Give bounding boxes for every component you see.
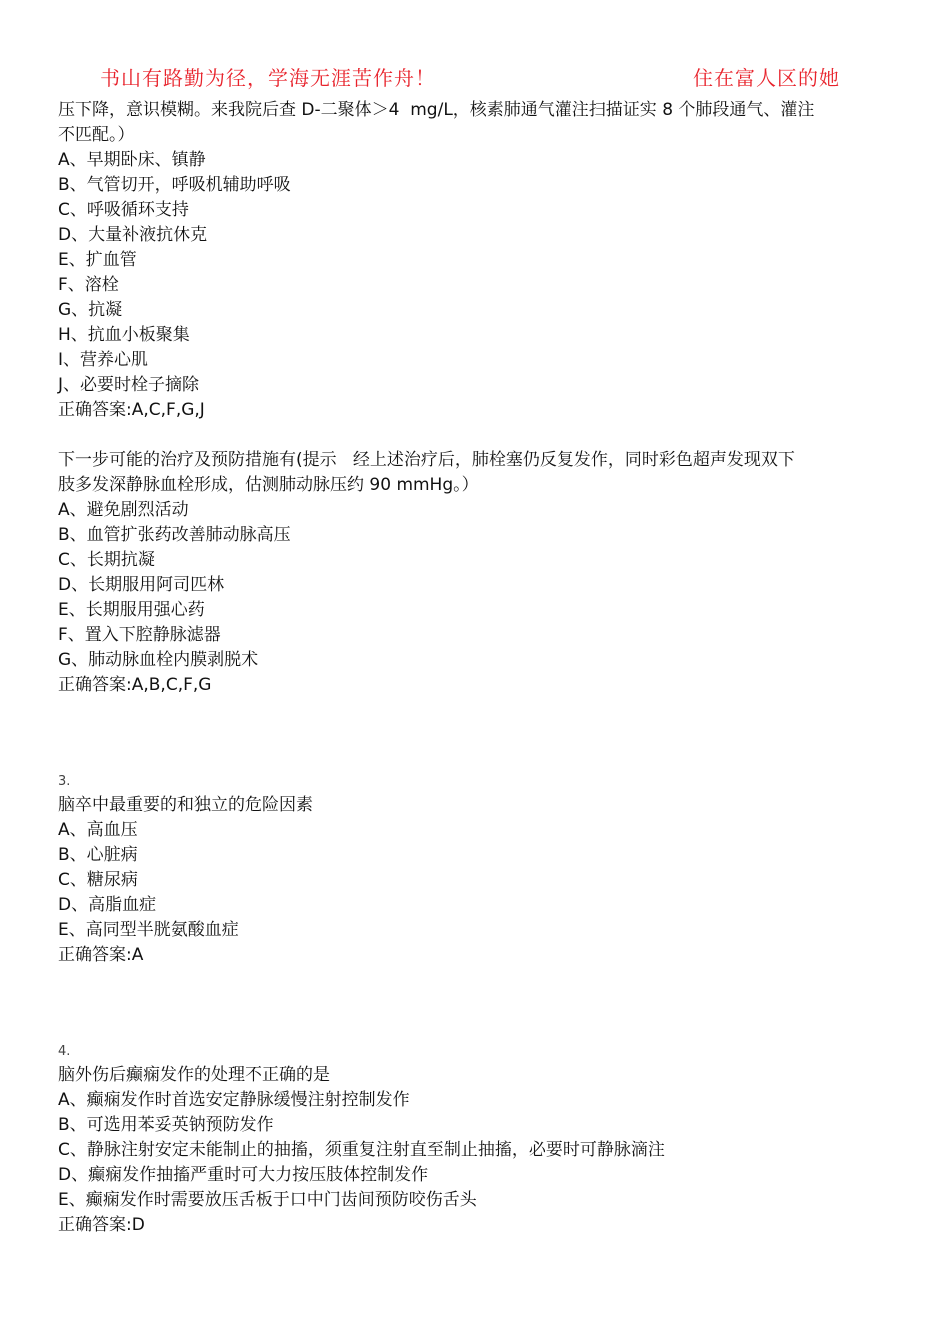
question-3 [58, 771, 898, 968]
question-prev [58, 98, 898, 423]
option: C、呼吸循环支持 [58, 200, 189, 220]
option: B、气管切开，呼吸机辅助呼吸 [58, 175, 291, 195]
option: E、高同型半胱氨酸血症 [58, 920, 239, 940]
question-4 [58, 1041, 898, 1238]
question-next [58, 448, 898, 698]
question-stem-line: 不匹配。） [58, 125, 135, 145]
header-author: 住在富人区的她 [693, 66, 840, 90]
correct-answer: 正确答案:A,C,F,G,J [58, 400, 205, 420]
option: J、必要时栓子摘除 [58, 375, 200, 395]
option: E、扩血管 [58, 250, 137, 270]
question-stem-line: 脑卒中最重要的和独立的危险因素 [58, 795, 313, 815]
option: D、长期服用阿司匹林 [58, 575, 225, 595]
option: E、长期服用强心药 [58, 600, 205, 620]
option: A、癫痫发作时首选安定静脉缓慢注射控制发作 [58, 1090, 410, 1110]
option: B、血管扩张药改善肺动脉高压 [58, 525, 291, 545]
option: H、抗血小板聚集 [58, 325, 190, 345]
question-stem-line: 肢多发深静脉血栓形成，估测肺动脉压约 90 mmHg。） [58, 475, 479, 495]
correct-answer: 正确答案:A,B,C,F,G [58, 675, 212, 695]
correct-answer: 正确答案:A [58, 945, 144, 965]
header-motto: 书山有路勤为径，学海无涯苦作舟！ [100, 66, 436, 90]
option: B、可选用苯妥英钠预防发作 [58, 1115, 274, 1135]
question-number: 4. [58, 1044, 71, 1059]
option: F、溶栓 [58, 275, 119, 295]
option: B、心脏病 [58, 845, 138, 865]
option: D、癫痫发作抽搐严重时可大力按压肢体控制发作 [58, 1165, 429, 1185]
option: A、高血压 [58, 820, 138, 840]
option: C、长期抗凝 [58, 550, 155, 570]
document-body [58, 98, 898, 1238]
option: E、癫痫发作时需要放压舌板于口中门齿间预防咬伤舌头 [58, 1190, 477, 1210]
option: A、早期卧床、镇静 [58, 150, 206, 170]
correct-answer: 正确答案:D [58, 1215, 145, 1235]
question-number: 3. [58, 774, 71, 789]
option: G、肺动脉血栓内膜剥脱术 [58, 650, 259, 670]
option: C、糖尿病 [58, 870, 138, 890]
question-stem-line: 压下降，意识模糊。来我院后查 D-二聚体＞4 mg/L，核素肺通气灌注扫描证实 8 个肺段通气、灌注 [58, 100, 815, 120]
option: D、高脂血症 [58, 895, 157, 915]
option: D、大量补液抗休克 [58, 225, 208, 245]
question-stem-line: 脑外伤后癫痫发作的处理不正确的是 [58, 1065, 330, 1085]
option: A、避免剧烈活动 [58, 500, 189, 520]
option: C、静脉注射安定未能制止的抽搐，须重复注射直至制止抽搐，必要时可静脉滴注 [58, 1140, 665, 1160]
option: F、置入下腔静脉滤器 [58, 625, 221, 645]
question-stem-line: 下一步可能的治疗及预防措施有(提示 经上述治疗后，肺栓塞仍反复发作，同时彩色超声发现双下 [58, 450, 795, 470]
option: I、营养心肌 [58, 350, 149, 370]
option: G、抗凝 [58, 300, 123, 320]
